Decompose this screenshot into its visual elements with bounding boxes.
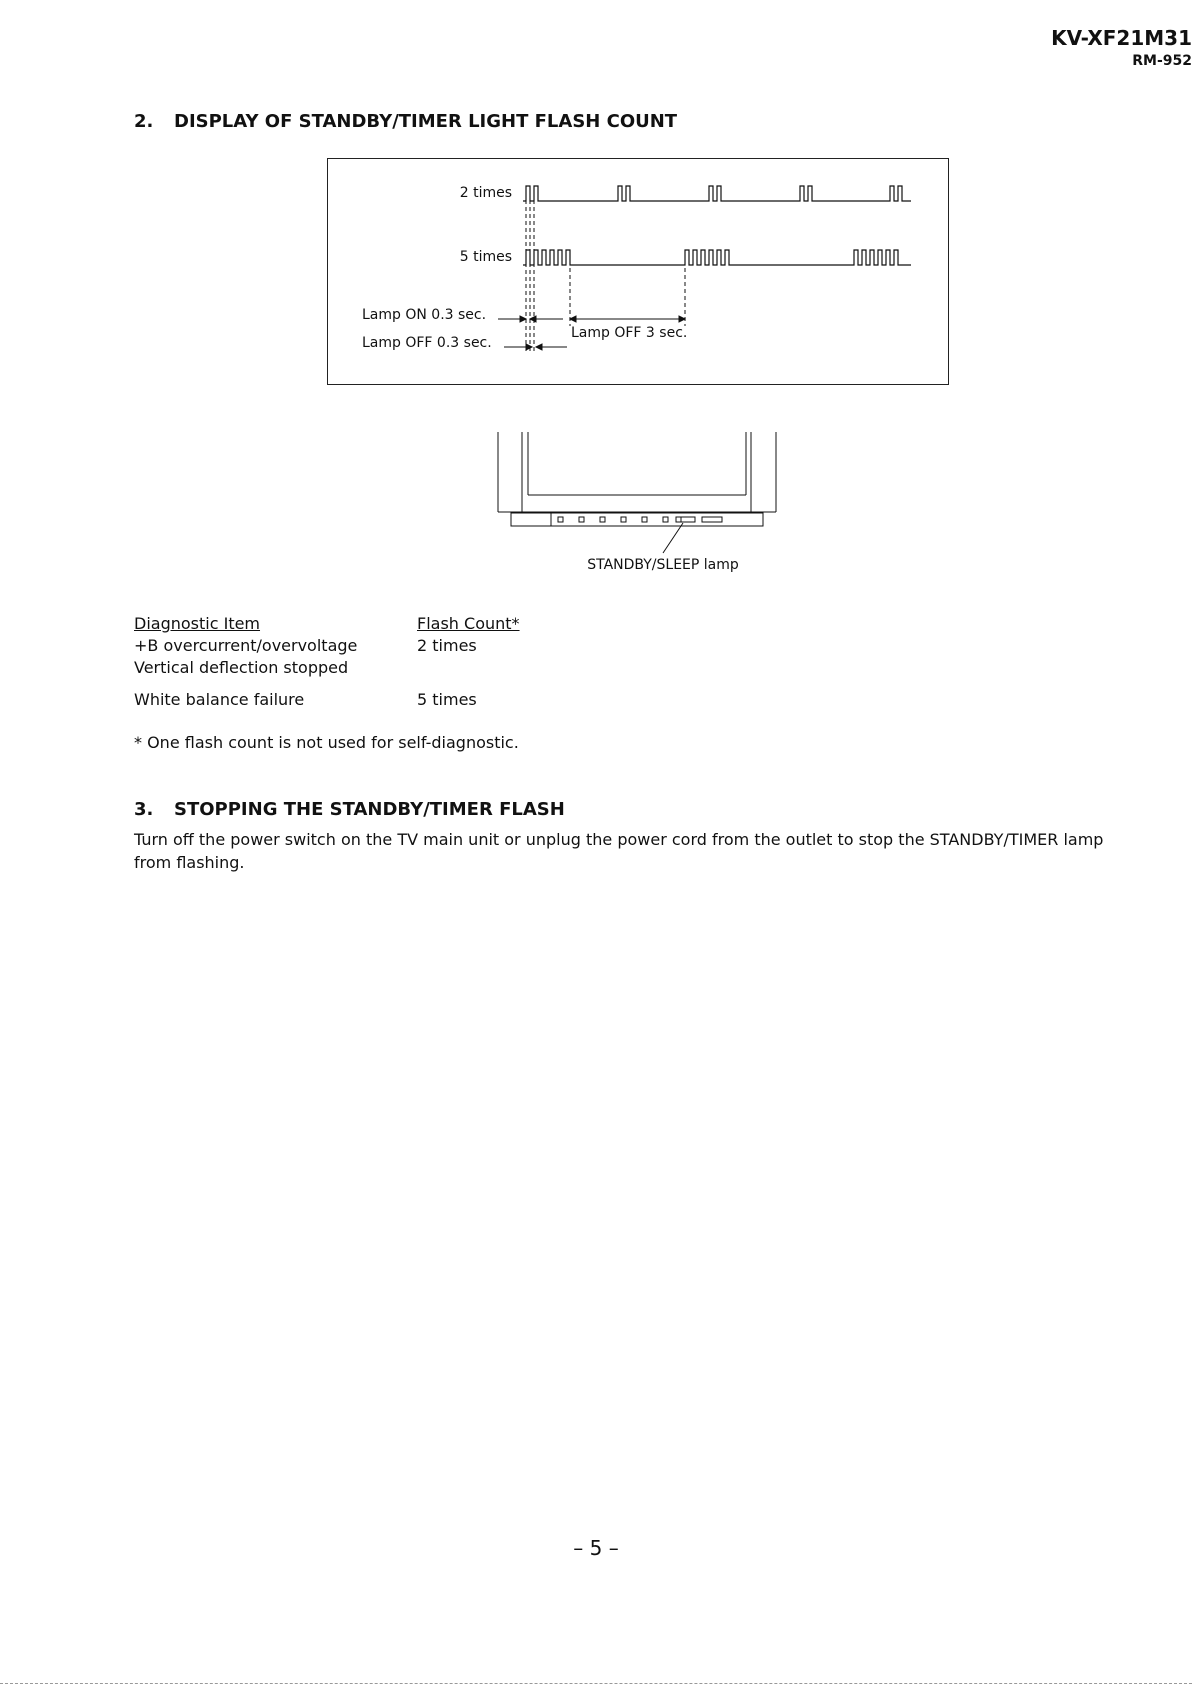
table-row-count: 2 times [417, 636, 477, 655]
lamp-off-long-label: Lamp OFF 3 sec. [571, 325, 688, 341]
model-number: KV-XF21M31 [1051, 26, 1192, 50]
waveform-2-times [523, 186, 911, 201]
remote-model: RM-952 [1132, 53, 1192, 69]
table-row-item: White balance failure [134, 690, 305, 709]
flash-timing-diagram [327, 158, 949, 385]
section-3-number: 3. [134, 799, 154, 820]
footnote: * One flash count is not used for self-diagnostic. [134, 733, 519, 752]
lamp-off-label: Lamp OFF 0.3 sec. [362, 335, 492, 351]
table-row-item: Vertical deflection stopped [134, 658, 349, 677]
section-2-heading [134, 111, 677, 132]
section-3-heading [134, 799, 565, 820]
section-3-title: STOPPING THE STANDBY/TIMER FLASH [174, 799, 565, 820]
row-2-times-label: 2 times [459, 185, 512, 201]
tv-front-illustration [490, 432, 790, 582]
standby-sleep-lamp-label: STANDBY/SLEEP lamp [587, 557, 739, 573]
table-row-item: +B overcurrent/overvoltage [134, 636, 358, 655]
table-row-count: 5 times [417, 690, 477, 709]
flash-count-header: Flash Count* [417, 614, 520, 633]
page-bottom-rule [0, 1683, 1192, 1684]
section-2-number: 2. [134, 111, 154, 132]
section-3-body: Turn off the power switch on the TV main unit or unplug the power cord from the outlet to stop the STANDBY/TIMER lamp from flashing. [134, 830, 1104, 872]
page-number: – 5 – [573, 1536, 619, 1560]
diagnostic-item-header: Diagnostic Item [134, 614, 261, 633]
waveform-5-times [523, 250, 911, 265]
row-5-times-label: 5 times [459, 249, 512, 265]
section-2-title: DISPLAY OF STANDBY/TIMER LIGHT FLASH COUNT [174, 111, 678, 132]
lamp-on-label: Lamp ON 0.3 sec. [362, 307, 487, 323]
